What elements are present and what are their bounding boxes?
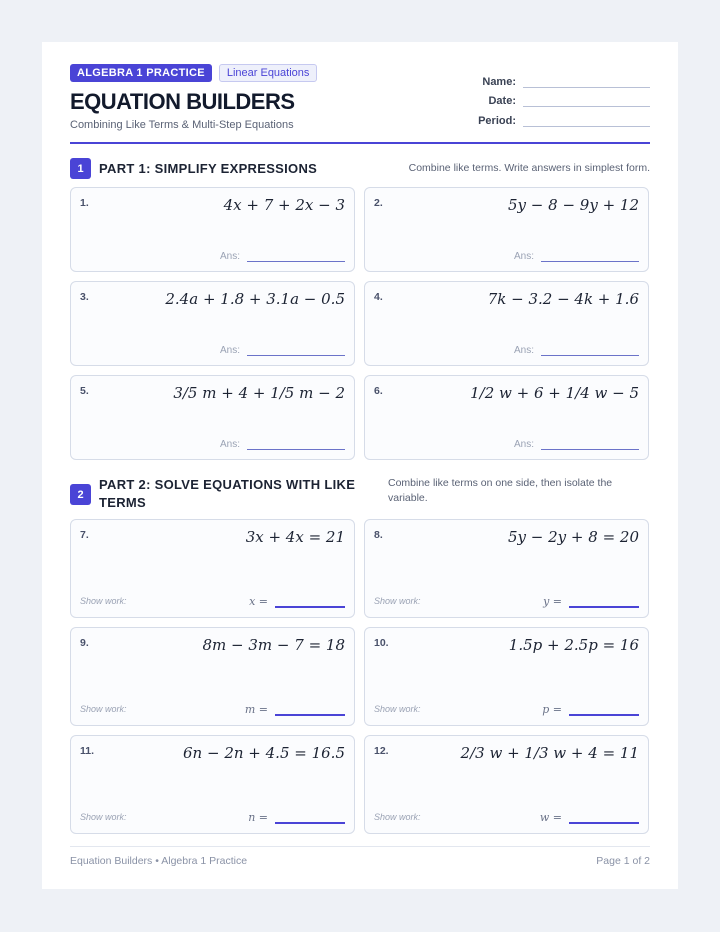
part1-problem-grid bbox=[70, 187, 650, 460]
problem-number: 12. bbox=[374, 745, 389, 757]
problem-equation: 5y − 2y + 8 = 20 bbox=[508, 528, 639, 546]
problem-equation: 2/3 w + 1/3 w + 4 = 11 bbox=[460, 744, 639, 762]
problem-number: 10. bbox=[374, 637, 389, 649]
answer-line[interactable] bbox=[247, 252, 345, 262]
answer-line[interactable] bbox=[541, 440, 639, 450]
problem-expression: 7k − 3.2 − 4k + 1.6 bbox=[487, 290, 639, 308]
solution-area[interactable] bbox=[540, 811, 639, 824]
answer-label: Ans: bbox=[219, 251, 240, 262]
solution-area[interactable] bbox=[245, 703, 345, 716]
answer-line[interactable] bbox=[247, 346, 345, 356]
part2-problem-grid bbox=[70, 519, 650, 834]
solution-line[interactable] bbox=[275, 598, 345, 608]
solution-area[interactable] bbox=[542, 703, 639, 716]
answer-area[interactable] bbox=[514, 439, 639, 450]
problem-number: 9. bbox=[80, 637, 89, 649]
problem-equation: 1.5p + 2.5p = 16 bbox=[508, 636, 639, 654]
solution-area[interactable] bbox=[248, 811, 345, 824]
problem-number: 5. bbox=[80, 385, 89, 397]
solution-line[interactable] bbox=[569, 814, 639, 824]
variable-label: p = bbox=[542, 703, 562, 716]
show-work-label: Show work: bbox=[374, 596, 421, 606]
variable-label: m = bbox=[244, 703, 268, 716]
problem-card bbox=[70, 735, 355, 834]
answer-area[interactable] bbox=[514, 251, 639, 262]
date-label: Date: bbox=[488, 95, 516, 107]
part2-heading bbox=[70, 476, 650, 519]
variable-label: x = bbox=[249, 595, 268, 608]
answer-line[interactable] bbox=[541, 346, 639, 356]
answer-label: Ans: bbox=[513, 345, 534, 356]
problem-expression: 1/2 w + 6 + 1/4 w − 5 bbox=[470, 384, 639, 402]
header-divider bbox=[70, 142, 650, 144]
answer-label: Ans: bbox=[513, 251, 534, 262]
problem-card bbox=[364, 627, 649, 726]
course-tag: ALGEBRA 1 PRACTICE bbox=[70, 64, 212, 82]
show-work-label: Show work: bbox=[80, 596, 127, 606]
show-work-label: Show work: bbox=[374, 812, 421, 822]
answer-label: Ans: bbox=[219, 439, 240, 450]
answer-area[interactable] bbox=[514, 345, 639, 356]
period-label: Period: bbox=[478, 114, 516, 127]
solution-line[interactable] bbox=[275, 814, 345, 824]
problem-number: 6. bbox=[374, 385, 383, 397]
problem-card bbox=[364, 281, 649, 366]
problem-card bbox=[364, 375, 649, 460]
problem-number: 3. bbox=[80, 291, 89, 303]
solution-line[interactable] bbox=[569, 598, 639, 608]
part1-title: PART 1: SIMPLIFY EXPRESSIONS bbox=[99, 161, 318, 176]
problem-card bbox=[70, 281, 355, 366]
problem-card bbox=[70, 375, 355, 460]
problem-equation: 8m − 3m − 7 = 18 bbox=[202, 636, 345, 654]
answer-area[interactable] bbox=[220, 345, 345, 356]
worksheet-page bbox=[42, 42, 678, 889]
show-work-label: Show work: bbox=[374, 704, 421, 714]
date-field[interactable] bbox=[470, 88, 650, 108]
answer-label: Ans: bbox=[513, 439, 534, 450]
variable-label: w = bbox=[539, 811, 562, 824]
answer-line[interactable] bbox=[541, 252, 639, 262]
page-subtitle: Combining Like Terms & Multi-Step Equations bbox=[70, 119, 294, 131]
answer-area[interactable] bbox=[220, 439, 345, 450]
page-title: EQUATION BUILDERS bbox=[70, 89, 295, 114]
answer-label: Ans: bbox=[219, 345, 240, 356]
part2-title: PART 2: SOLVE EQUATIONS WITH LIKE TERMS bbox=[99, 477, 356, 510]
problem-equation: 3x + 4x = 21 bbox=[245, 528, 345, 546]
problem-number: 1. bbox=[80, 197, 89, 209]
solution-area[interactable] bbox=[543, 595, 639, 608]
problem-card bbox=[70, 627, 355, 726]
name-line[interactable] bbox=[523, 76, 650, 88]
page-number: Page 1 of 2 bbox=[596, 855, 650, 867]
date-line[interactable] bbox=[523, 95, 650, 107]
period-field[interactable] bbox=[470, 107, 650, 127]
solution-area[interactable] bbox=[249, 595, 345, 608]
problem-expression: 5y − 8 − 9y + 12 bbox=[508, 196, 639, 214]
problem-card bbox=[70, 187, 355, 272]
problem-card bbox=[70, 519, 355, 618]
answer-line[interactable] bbox=[247, 440, 345, 450]
problem-expression: 3/5 m + 4 + 1/5 m − 2 bbox=[173, 384, 345, 402]
footer-title: Equation Builders • Algebra 1 Practice bbox=[70, 855, 248, 867]
period-line[interactable] bbox=[523, 115, 650, 127]
problem-equation: 6n − 2n + 4.5 = 16.5 bbox=[183, 744, 345, 762]
problem-number: 2. bbox=[374, 197, 383, 209]
part1-number-badge: 1 bbox=[70, 158, 91, 179]
worksheet-header bbox=[70, 64, 650, 142]
problem-expression: 2.4a + 1.8 + 3.1a − 0.5 bbox=[165, 290, 345, 308]
problem-card bbox=[364, 187, 649, 272]
show-work-label: Show work: bbox=[80, 704, 127, 714]
name-label: Name: bbox=[482, 75, 516, 88]
show-work-label: Show work: bbox=[80, 812, 127, 822]
student-info-fields bbox=[470, 68, 650, 127]
problem-card bbox=[364, 735, 649, 834]
problem-number: 7. bbox=[80, 529, 89, 541]
variable-label: y = bbox=[543, 595, 562, 608]
problem-number: 8. bbox=[374, 529, 383, 541]
solution-line[interactable] bbox=[275, 706, 345, 716]
part2-number-badge: 2 bbox=[70, 484, 91, 505]
problem-card bbox=[364, 519, 649, 618]
page-footer bbox=[70, 846, 650, 867]
name-field[interactable] bbox=[470, 68, 650, 88]
problem-number: 4. bbox=[374, 291, 383, 303]
part2-instructions: Combine like terms on one side, then isolate the variable. bbox=[388, 477, 613, 504]
problem-expression: 4x + 7 + 2x − 3 bbox=[223, 196, 345, 214]
variable-label: n = bbox=[248, 811, 268, 824]
problem-number: 11. bbox=[80, 745, 95, 757]
part1-heading bbox=[70, 158, 650, 187]
part1-instructions: Combine like terms. Write answers in simplest form. bbox=[408, 162, 650, 174]
answer-area[interactable] bbox=[220, 251, 345, 262]
topic-tag: Linear Equations bbox=[219, 64, 318, 82]
solution-line[interactable] bbox=[569, 706, 639, 716]
